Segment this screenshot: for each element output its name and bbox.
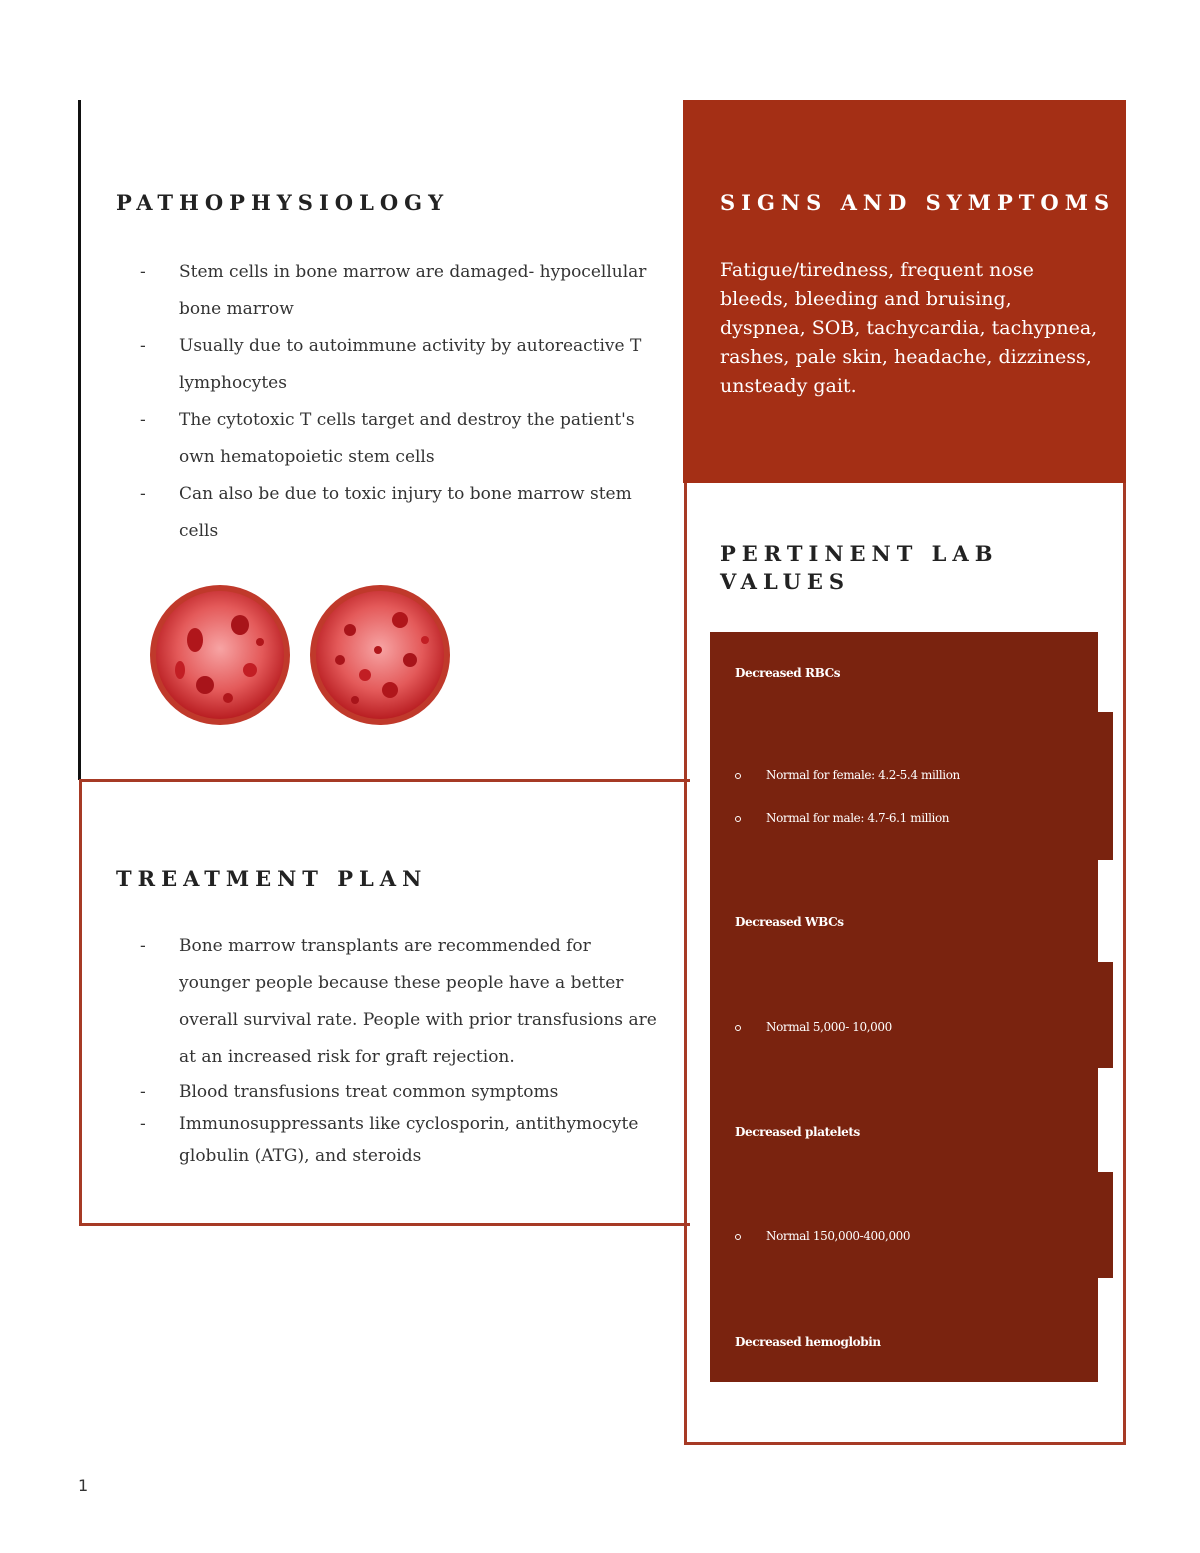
bullet-circle-icon	[735, 816, 741, 822]
bullet-circle-icon	[735, 1234, 741, 1240]
panel-tab	[1098, 712, 1113, 860]
treatment-title: TREATMENT PLAN	[116, 866, 428, 891]
lab-heading-wbc: Decreased WBCs	[735, 915, 844, 929]
blood-cells-illustration	[140, 580, 460, 745]
lab-values-panel	[710, 632, 1098, 1382]
treatment-list	[140, 928, 660, 1172]
left-divider-line	[78, 100, 81, 780]
lab-heading-rbc: Decreased RBCs	[735, 666, 841, 680]
list-item: - Immunosuppressants like cyclosporin, antithymocyte globulin (ATG), and steroids	[140, 1108, 660, 1172]
panel-tab	[1098, 962, 1113, 1068]
cell-circle-right	[310, 585, 450, 725]
signs-text: Fatigue/tiredness, frequent nose bleeds, bleeding and bruising, dyspnea, SOB, tachycardia, tachypnea, rashes, pale skin, headache, dizziness, unsteady gait.	[720, 259, 1098, 397]
lab-value: Normal for female: 4.2-5.4 million	[735, 768, 960, 782]
list-item: - The cytotoxic T cells target and destroy the patient's own hematopoietic stem cells	[140, 402, 660, 476]
signs-title: SIGNS AND SYMPTOMS	[720, 190, 1116, 215]
lab-heading-hemoglobin: Decreased hemoglobin	[735, 1335, 881, 1349]
cell-circle-left	[150, 585, 290, 725]
pathophysiology-list	[140, 254, 660, 550]
lab-values-title: PERTINENT LAB VALUES	[720, 541, 999, 594]
bullet-circle-icon	[735, 1025, 741, 1031]
list-item: - Blood transfusions treat common symptoms	[140, 1076, 660, 1108]
page-number: 1	[78, 1476, 89, 1495]
bullet-circle-icon	[735, 773, 741, 779]
lab-value: Normal 150,000-400,000	[735, 1229, 910, 1243]
lab-value: Normal for male: 4.7-6.1 million	[735, 811, 949, 825]
lab-heading-platelets: Decreased platelets	[735, 1125, 860, 1139]
list-item: - Bone marrow transplants are recommended for younger people because these people have a better overall survival rate. People with prior transfusions are at an increased risk for graft rejection.	[140, 928, 660, 1076]
list-item: - Stem cells in bone marrow are damaged- hypocellular bone marrow	[140, 254, 660, 328]
lab-value: Normal 5,000- 10,000	[735, 1020, 892, 1034]
list-item: - Can also be due to toxic injury to bone marrow stem cells	[140, 476, 660, 550]
panel-tab	[1098, 1172, 1113, 1278]
pathophysiology-title: PATHOPHYSIOLOGY	[116, 190, 450, 215]
list-item: - Usually due to autoimmune activity by autoreactive T lymphocytes	[140, 328, 660, 402]
